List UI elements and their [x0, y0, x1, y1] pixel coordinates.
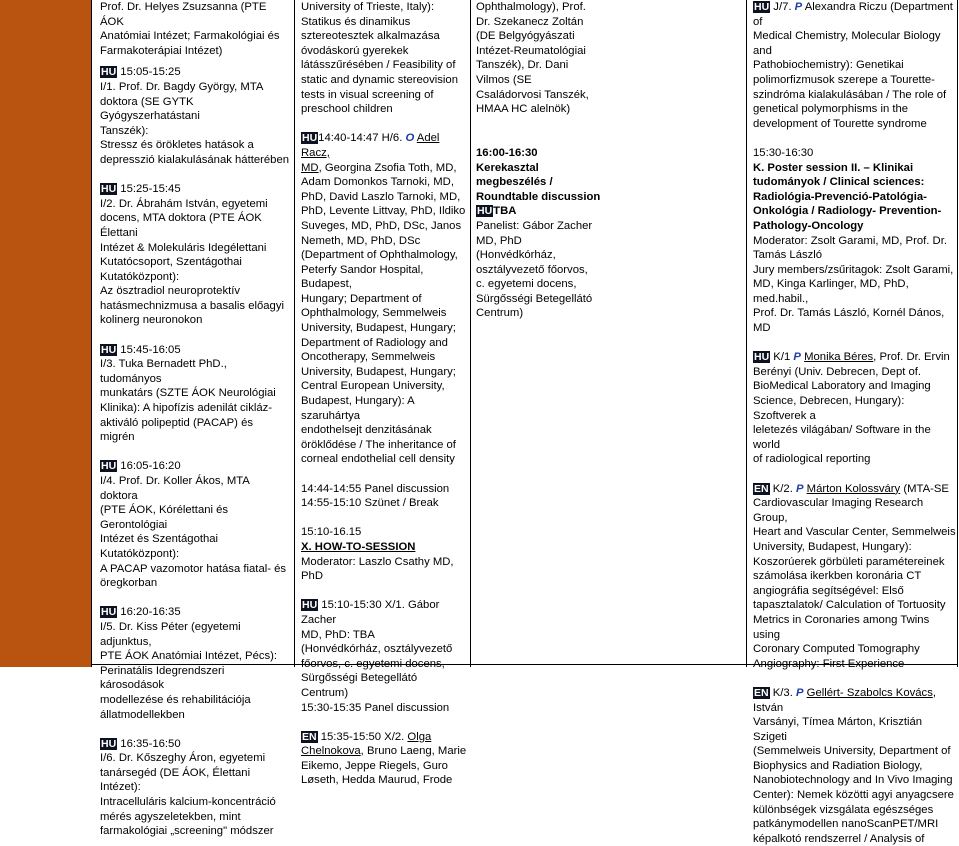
column-4	[753, 0, 956, 845]
text-line: PTE ÁOK Anatómiai Intézet, Pécs):	[100, 650, 278, 663]
language-badge: HU	[101, 343, 117, 356]
poster-mark: P	[793, 351, 801, 364]
language-badge: HU	[302, 132, 318, 145]
text-line: Ophthalmology, Semmelweis	[301, 307, 447, 320]
session-x-time: 15:10-16.15	[301, 526, 362, 539]
text-line: Családorvosi Tanszék,	[476, 88, 589, 101]
text-line: Radiológia-Prevenció-Patológia-	[753, 190, 927, 203]
text-line: BioMedical Laboratory and Imaging	[753, 380, 931, 393]
session-x-title: X. HOW-TO-SESSION	[301, 540, 416, 553]
talk-time: 15:05-15:25	[117, 66, 181, 79]
text-line: osztályvezető főorvos,	[476, 263, 588, 276]
text-line: (Semmelweis University, Department of	[753, 745, 951, 758]
text-line: leletezés világában/ Software in the world	[753, 424, 931, 451]
poster-code: J/7.	[770, 1, 795, 13]
text-line: Adam Domonkos Tarnoki, MD,	[301, 176, 454, 189]
language-badge: HU	[754, 351, 770, 364]
text-line: Sürgősségi Betegellátó Centrum)	[301, 672, 418, 699]
text-line: Budapest, Hungary): A szaruhártya	[301, 395, 415, 422]
text-line: 14:55-15:10 Szünet / Break	[301, 497, 439, 510]
poster-text	[753, 365, 956, 467]
text-line: különbségek vizsgálata egészséges	[753, 803, 934, 816]
talk-i5	[100, 605, 290, 722]
talk-text	[100, 751, 290, 839]
text-line: angiográfia segítségével: Első	[753, 584, 904, 597]
text-line: Stressz és örökletes hatások a	[100, 139, 254, 152]
text-line: Pathology-Oncology	[753, 219, 864, 232]
talk-time: 14:40-14:47 H/6.	[318, 132, 403, 145]
text-line: aktiváló polipeptid (PACAP) és migrén	[100, 416, 253, 444]
panel-break	[301, 482, 467, 511]
talk-text	[100, 197, 290, 328]
text-line: sztereotesztek alkalmazása	[301, 30, 440, 43]
column-divider	[957, 0, 958, 667]
text-line: endothelsejt denzitásának	[301, 424, 432, 437]
text-line: PhD, David Laszlo Tarnoki, MD,	[301, 190, 461, 203]
text-line: Ophthalmology), Prof.	[476, 1, 586, 13]
text-line: öregkorban	[100, 577, 158, 590]
session-x-moderator: Moderator: Laszlo Csathy MD, PhD	[301, 555, 454, 583]
roundtable-panelist	[476, 219, 745, 321]
talk-text: , Georgina Zsofia Toth, MD,	[318, 161, 457, 174]
text-line: szindróma kialakulásában / The role of	[753, 88, 947, 101]
talk-i1	[100, 65, 290, 167]
text-line: Coronary Computed Tomography	[753, 643, 920, 656]
talk-text	[100, 357, 290, 445]
text-line: Nanobiotechnology and In Vivo Imaging	[753, 774, 953, 787]
text-line: Prof. Dr. Tamás László, Kornél Dános, MD	[753, 307, 945, 335]
talk-text	[301, 759, 467, 788]
talk-time: 15:45-16:05	[117, 343, 181, 356]
language-badge: HU	[101, 737, 117, 750]
text-line: Anatómiai Intézet; Farmakológiai és	[100, 30, 280, 43]
talk-x1	[301, 598, 467, 715]
text-line: Moderator: Zsolt Garami, MD, Prof. Dr.	[753, 234, 947, 247]
presenting-author-degree: MD	[301, 161, 319, 174]
session-k-moderators	[753, 234, 956, 336]
text-line: University, Budapest, Hungary;	[301, 365, 456, 378]
text-line: Koszorúerek görbületi paramétereinek	[753, 555, 945, 568]
text-line: hatásmechnizmusa a basalis előagyi	[100, 299, 284, 312]
column-3	[476, 0, 745, 667]
text-line: Tanszék):	[100, 124, 149, 137]
poster-mark: P	[794, 1, 803, 13]
text-line: A PACAP vazomotor hatása fiatal- és	[100, 562, 287, 575]
poster-text: Alexandra Riczu (Department of	[753, 1, 953, 28]
language-badge: HU	[101, 460, 117, 473]
text-line: Intracelluláris kalcium-koncentráció	[100, 796, 276, 809]
column-divider	[294, 0, 295, 667]
text-line: Cardiovascular Imaging Research Group,	[753, 497, 924, 524]
text-line: számolása ikerkben koronária CT	[753, 570, 922, 583]
text-line: c. egyetemi docens,	[476, 278, 577, 291]
oral-mark: O	[405, 132, 415, 145]
talk-time: 15:35-15:50 X/2.	[317, 730, 408, 743]
talk-i2	[100, 182, 290, 328]
text-line: I/4. Prof. Dr. Koller Ákos, MTA doktora	[100, 475, 250, 502]
presenting-author: Chelnokova	[301, 745, 361, 758]
session-k-title	[753, 161, 956, 234]
text-line: Nemeth, MD, PhD, DSc	[301, 234, 421, 247]
poster-mark: P	[795, 482, 804, 495]
talk-time: 16:20-16:35	[117, 606, 181, 619]
talk-time: 15:25-15:45	[117, 183, 181, 196]
text-line: tudományok / Clinical sciences:	[753, 176, 925, 189]
text-line: képalkotó rendszerrel / Analysis of	[753, 832, 925, 845]
text-line: Panelist: Gábor Zacher	[476, 219, 593, 232]
poster-k2	[753, 482, 956, 672]
text-line: tanársegéd (DE ÁOK, Élettani Intézet):	[100, 766, 251, 794]
text-line: 14:44-14:55 Panel discussion	[301, 482, 450, 495]
poster-j7	[753, 0, 956, 131]
text-line: Suveges, MD, PhD, DSc, Janos	[301, 219, 462, 232]
language-badge: EN	[754, 482, 769, 495]
intro-text	[301, 0, 467, 117]
text-line: Biophysics and Radiation Biology,	[753, 759, 923, 772]
text-line: Hungary; Department of	[301, 292, 422, 305]
text-line: patkánymodellen nanoScanPET/MRI	[753, 818, 939, 831]
text-line: I/5. Dr. Kiss Péter (egyetemi adjunktus,	[100, 620, 241, 648]
text-line: I/2. Dr. Ábrahám István, egyetemi	[100, 197, 268, 210]
text-line: Kutatóközpont):	[100, 270, 180, 283]
talk-time: 16:35-16:50	[117, 737, 181, 750]
talk-time: 16:05-16:20	[117, 460, 181, 473]
column-2	[301, 0, 467, 787]
text-line: 16:00-16:30	[476, 146, 538, 159]
text-line: Prof. Dr. Helyes Zsuzsanna (PTE ÁOK	[100, 1, 267, 28]
roundtable-title	[476, 146, 745, 204]
language-badge: EN	[754, 686, 769, 699]
language-badge: HU	[477, 205, 493, 218]
text-line: állatmodellekben	[100, 708, 185, 721]
text-line: Intézet és Szentágothai Kutatóközpont):	[100, 533, 219, 560]
text-line: Intézet & Molekuláris Idegélettani	[100, 241, 267, 254]
poster-text: (MTA-SE	[900, 482, 949, 495]
text-line: látásszűrésében / Feasibility of	[301, 59, 456, 72]
text-line: K. Poster session II. – Klinikai	[753, 161, 914, 174]
text-line: farmakológiai „screening" módszer	[100, 825, 274, 838]
text-line: Perinatális Idegrendszeri károsodások	[100, 664, 225, 692]
text-line: I/3. Tuka Bernadett PhD., tudományos	[100, 358, 227, 385]
talk-i6	[100, 737, 290, 839]
poster-text: , István	[753, 686, 936, 714]
language-badge: EN	[302, 730, 317, 743]
text-line: (Department of Ophthalmology,	[301, 249, 458, 262]
text-line: kolinerg neuronokon	[100, 314, 203, 327]
presenting-author: Márton Kolossváry	[806, 482, 901, 495]
language-badge: HU	[101, 606, 117, 619]
text-line: Eikemo, Jeppe Riegels, Guro	[301, 759, 448, 772]
talk-i4	[100, 459, 290, 590]
text-line: Berényi (Univ. Debrecen, Dept of.	[753, 365, 922, 378]
text-line: Dr. Szekanecz Zoltán	[476, 15, 584, 28]
text-line: Roundtable discussion	[476, 190, 601, 203]
presenting-author: Olga	[407, 730, 432, 743]
text-line: depresszió kialakulásának hátterében	[100, 153, 290, 166]
language-badge: HU	[302, 599, 318, 612]
poster-code: K/3.	[769, 686, 796, 699]
text-line: óvodáskorú gyerekek	[301, 44, 409, 57]
text-line: Statikus és dinamikus	[301, 15, 411, 28]
text-line: I/6. Dr. Kőszeghy Áron, egyetemi	[100, 752, 266, 765]
column-1	[100, 0, 290, 838]
text-line: főorvos, c. egyetemi docens,	[301, 657, 445, 670]
text-line: Varsányi, Tímea Márton, Krisztián Szigeti	[753, 716, 923, 743]
text-line: (Honvédkórház,	[476, 249, 556, 262]
presenting-author: Gellért- Szabolcs Kovács	[806, 686, 933, 699]
poster-text	[753, 496, 956, 671]
text-line: MD, PhD	[476, 234, 522, 247]
talk-text	[100, 474, 290, 591]
text-line: Az ösztradiol neuroprotektív	[100, 285, 241, 298]
poster-text	[753, 29, 956, 131]
text-line: Løseth, Hedda Maurud, Frode	[301, 774, 453, 787]
talk-time: 15:10-15:30 X/1. Gábor Zacher	[301, 599, 440, 626]
text-line: I/1. Prof. Dr. Bagdy György, MTA	[100, 80, 264, 93]
text-line: Pathobiochemistry): Genetikai	[753, 59, 904, 72]
language-badge: HU	[754, 1, 770, 13]
text-line: Onkológia / Radiology- Prevention-	[753, 205, 942, 218]
text-line: Klinika): A hipofízis adenilát cikláz-	[100, 402, 273, 415]
text-line: PhD, Levente Littvay, PhD, Ildiko	[301, 205, 466, 218]
text-line: University of Trieste, Italy):	[301, 1, 435, 13]
session-k-time: 15:30-16:30	[753, 146, 814, 159]
poster-mark: P	[795, 686, 804, 699]
text-line: University, Budapest, Hungary):	[753, 540, 912, 553]
text-line: munkatárs (SZTE ÁOK Neurológiai	[100, 387, 276, 400]
poster-k1	[753, 350, 956, 467]
language-badge: HU	[101, 183, 117, 196]
text-line: Vilmos (SE	[476, 73, 532, 86]
talk-x2	[301, 730, 467, 788]
text-line: Tanszék), Dr. Dani	[476, 59, 569, 72]
text-line: Angiography: First Experience	[753, 657, 905, 670]
intro-text	[476, 0, 745, 117]
text-line: Peterfy Sandor Hospital, Budapest,	[301, 263, 424, 291]
text-line: Metrics in Coronaries among Twins using	[753, 613, 930, 641]
text-line: doktora (SE GYTK Gyógyszerhatástani	[100, 95, 200, 123]
poster-text: , Prof. Dr. Ervin	[873, 351, 950, 364]
text-line: corneal endothelial cell density	[301, 453, 455, 466]
column-divider	[470, 0, 471, 667]
presenting-author: Adel Racz,	[301, 132, 440, 159]
text-line: Center): Nemek közötti agyi anyagcsere	[753, 789, 954, 802]
text-line: Sürgősségi Betegellátó	[476, 292, 593, 305]
text-line: MD, Kinga Karlinger, MD, PhD, med.habil.,	[753, 278, 909, 305]
talk-text	[301, 628, 467, 716]
text-line: Centrum)	[476, 307, 524, 320]
text-line: MD, PhD: TBA	[301, 628, 375, 641]
poster-text	[753, 715, 956, 846]
text-line: öröklődése / The inheritance of	[301, 438, 456, 451]
text-line: Oncotherapy, Semmelweis	[301, 351, 436, 364]
column-divider	[91, 0, 92, 667]
text-line: (PTE ÁOK, Kórélettani és Gerontológiai	[100, 504, 229, 531]
text-line: University, Budapest, Hungary;	[301, 322, 456, 335]
column-divider	[746, 0, 747, 667]
text-line: Kutatócsoport, Szentágothai	[100, 256, 242, 269]
text-line: genetical polymorphisms in the	[753, 103, 909, 116]
text-line: HMAA HC alelnök)	[476, 103, 571, 116]
text-line: Farmakoterápiai Intézet)	[100, 44, 223, 57]
text-line: modellezése és rehabilitációja	[100, 693, 251, 706]
text-line: tests in visual screening of	[301, 88, 434, 101]
poster-k3	[753, 686, 956, 846]
text-line: Department of Radiology and	[301, 336, 448, 349]
text-line: of radiological reporting	[753, 453, 871, 466]
talk-text	[100, 80, 290, 168]
intro-text	[100, 0, 290, 58]
text-line: megbeszélés /	[476, 176, 553, 189]
text-line: Kerekasztal	[476, 161, 539, 174]
text-line: static and dynamic stereovision	[301, 73, 458, 86]
presenting-author: Monika Béres	[804, 351, 874, 364]
text-line: development of Tourette syndrome	[753, 117, 927, 130]
talk-h6	[301, 131, 467, 467]
text-line: Intézet-Reumatológiai	[476, 44, 586, 57]
text-line: 15:30-15:35 Panel discussion	[301, 701, 450, 714]
text-line: Medical Chemistry, Molecular Biology and	[753, 30, 941, 57]
text-line: Jury members/zsűritagok: Zsolt Garami,	[753, 263, 954, 276]
text-line: mérés agyszeletekben, mint	[100, 810, 241, 823]
talk-text	[301, 175, 467, 467]
text-line: Heart and Vascular Center, Semmelweis	[753, 526, 956, 539]
text-line: Science, Debrecen, Hungary): Szoftverek a	[753, 395, 905, 422]
text-line: tapasztalatok/ Calculation of Tortuosity	[753, 599, 946, 612]
text-line: (Honvédkórház, osztályvezető	[301, 643, 453, 656]
language-badge: HU	[101, 66, 117, 79]
text-line: Tamás László	[753, 249, 823, 262]
text-line: docens, MTA doktora (PTE ÁOK Élettani	[100, 212, 262, 239]
text-line: Central European University,	[301, 380, 445, 393]
poster-code: K/2.	[769, 482, 796, 495]
talk-i3	[100, 343, 290, 445]
roundtable-tba: TBA	[493, 205, 517, 218]
text-line: (DE Belgyógyászati	[476, 30, 575, 43]
talk-text	[100, 620, 290, 722]
text-line: polimorfizmusok szerepe a Tourette-	[753, 73, 935, 86]
left-color-band	[0, 0, 91, 667]
talk-text: , Bruno Laeng, Marie	[360, 745, 467, 758]
poster-code: K/1	[770, 351, 794, 364]
text-line: preschool children	[301, 103, 393, 116]
